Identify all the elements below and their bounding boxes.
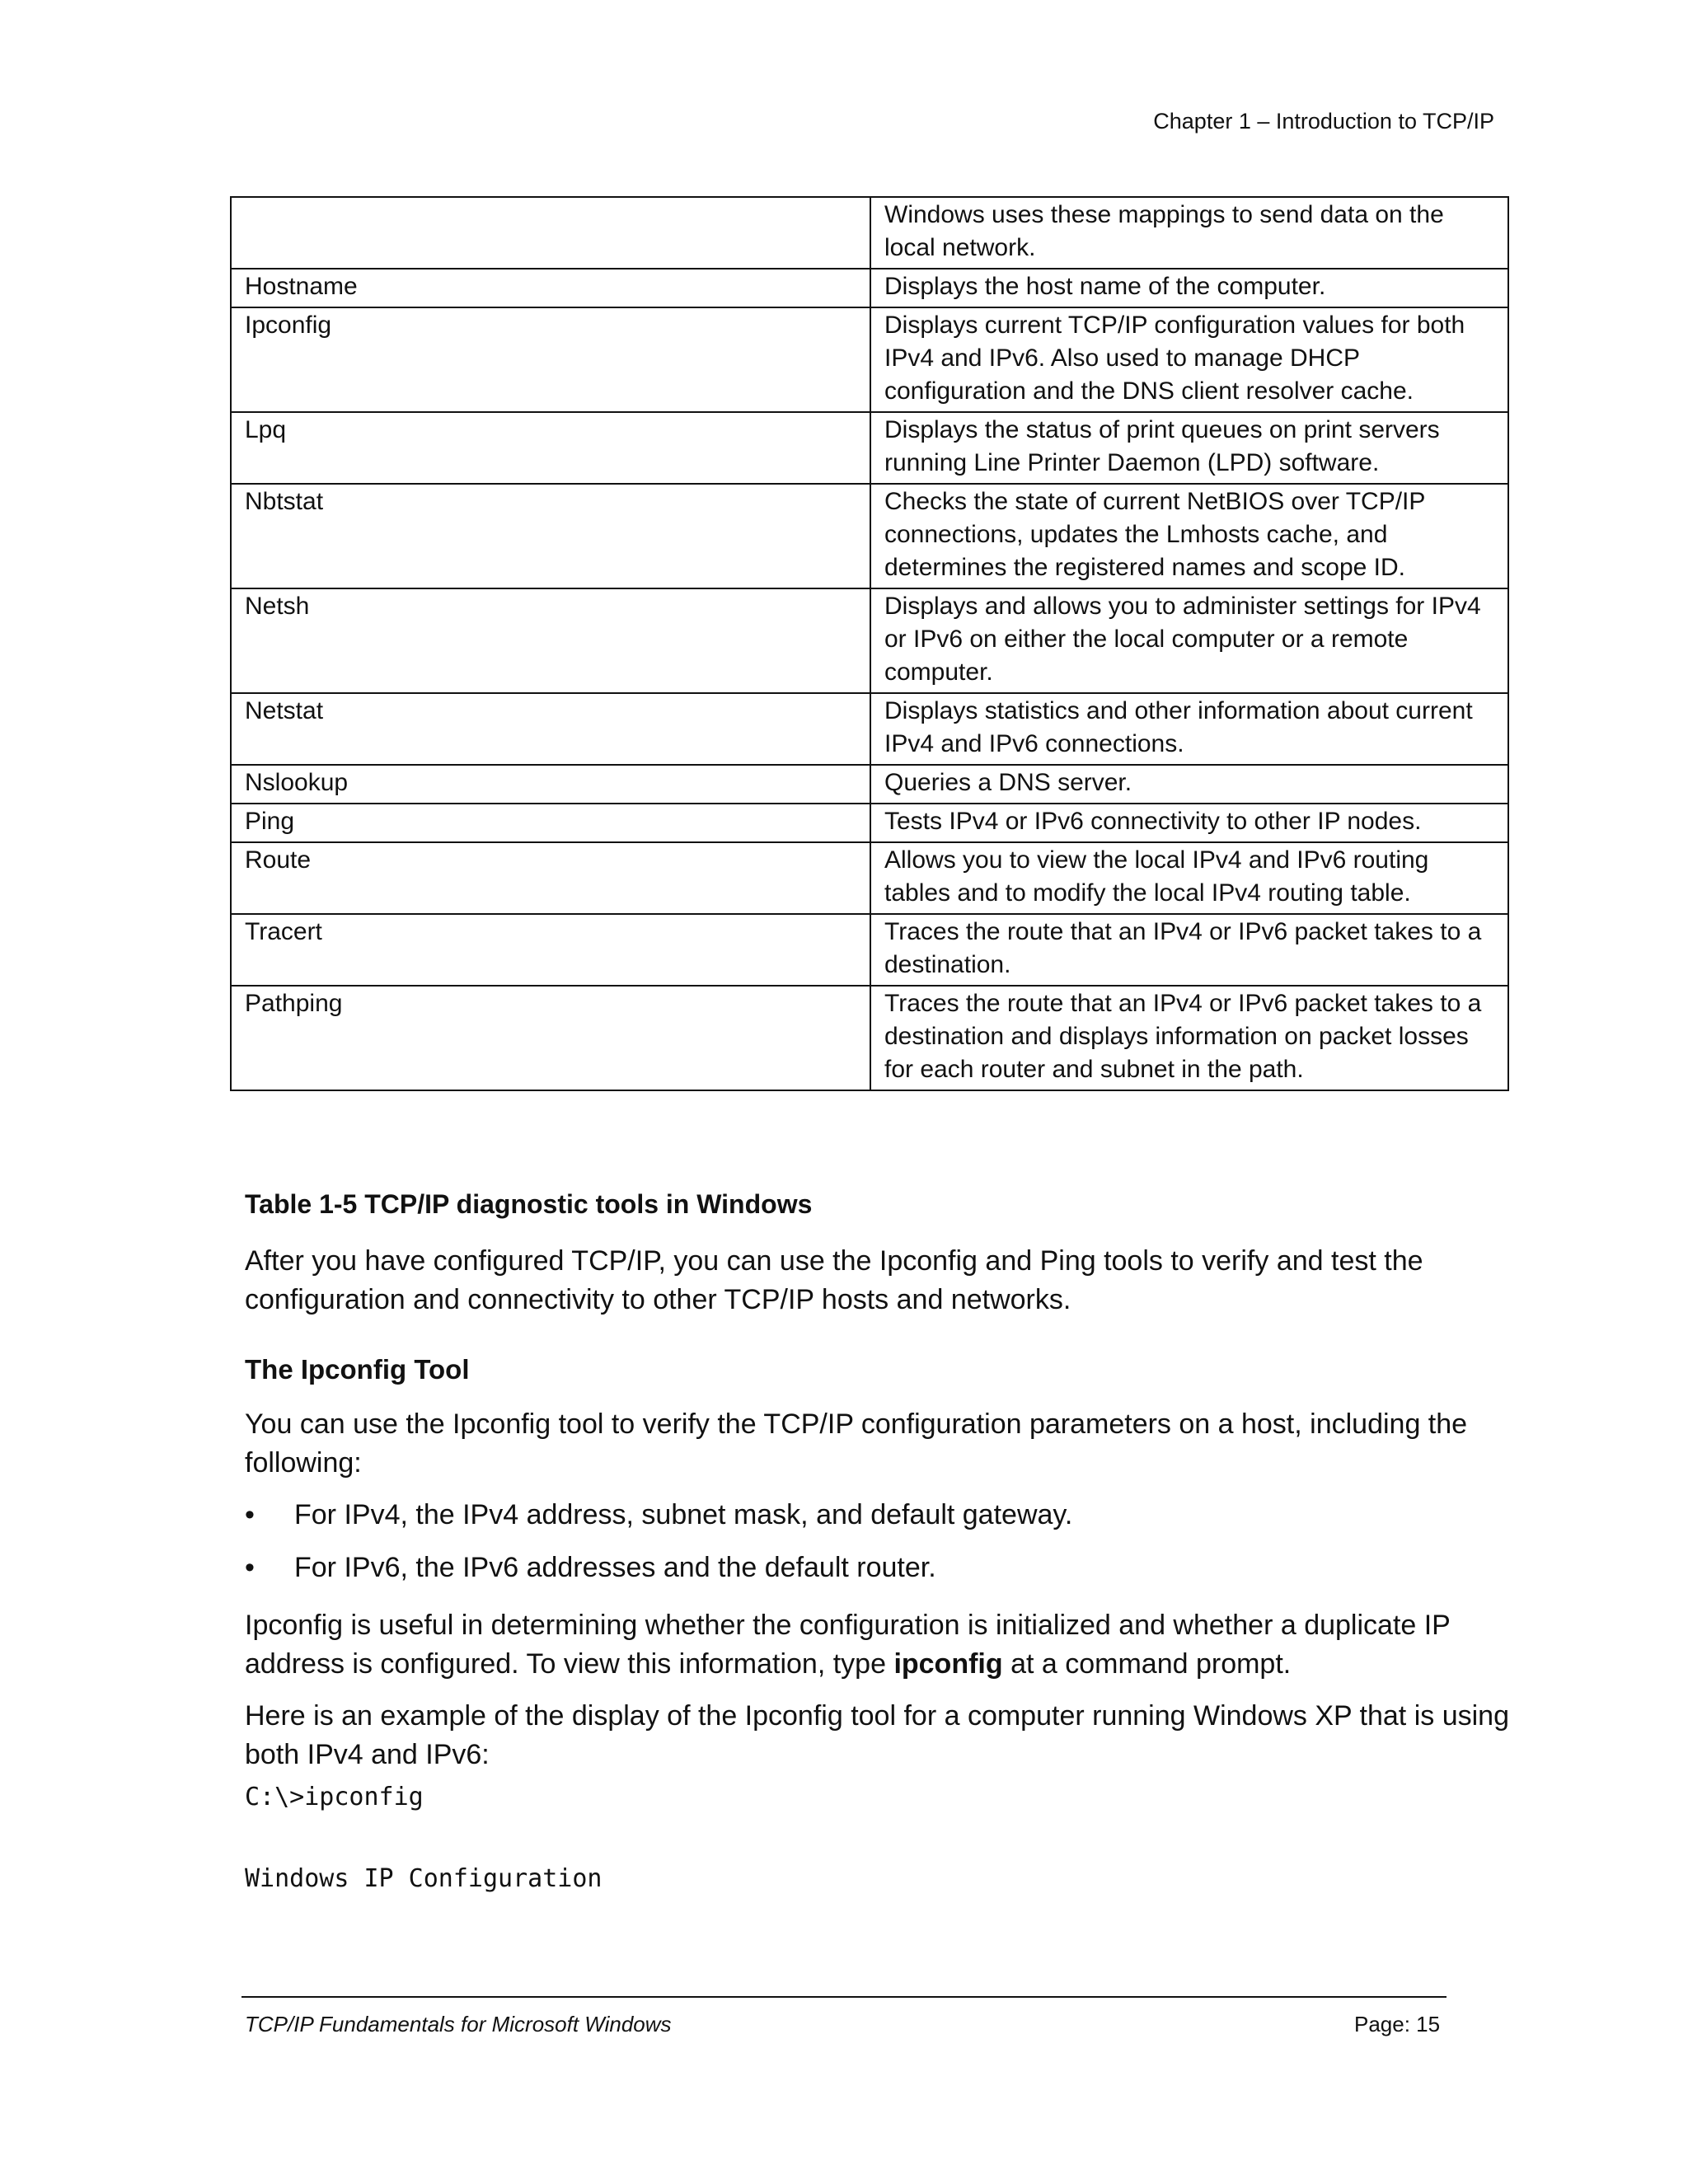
tool-name-cell: Nbtstat [231,484,870,588]
table-row [231,197,1508,269]
table-row [231,804,1508,842]
tool-description-cell: Traces the route that an IPv4 or IPv6 packet takes to a destination. [870,914,1508,986]
bullet-text: For IPv6, the IPv6 addresses and the default router. [294,1552,936,1583]
usage-text-before: Ipconfig is useful in determining whether the configuration is initialized and whether a duplicate IP address is configured. To view this information, type [245,1610,1451,1680]
tool-name-cell: Route [231,842,870,914]
tool-description-cell: Allows you to view the local IPv4 and IPv6 routing tables and to modify the local IPv4 routing table. [870,842,1508,914]
tool-description-cell: Displays the host name of the computer. [870,269,1508,307]
tool-name-cell: Hostname [231,269,870,307]
intro-paragraph [245,1242,1531,1319]
table-row [231,588,1508,693]
running-header: Chapter 1 – Introduction to TCP/IP [1153,109,1494,134]
tool-name-cell: Ping [231,804,870,842]
table-row [231,269,1508,307]
tool-description-cell: Queries a DNS server. [870,765,1508,804]
intro-paragraph-text: After you have configured TCP/IP, you can use the Ipconfig and Ping tools to verify and test the configuration and connectivity to other TCP/IP hosts and networks. [245,1245,1423,1315]
section-heading: The Ipconfig Tool [245,1354,470,1385]
diagnostic-tools-table [230,196,1509,1091]
tool-name-cell: Tracert [231,914,870,986]
tool-description-cell: Displays the status of print queues on print servers running Line Printer Daemon (LPD) software. [870,412,1508,484]
table-row [231,986,1508,1090]
tool-description-cell: Traces the route that an IPv4 or IPv6 packet takes to a destination and displays information on packet losses for each router and subnet in the path. [870,986,1508,1090]
table-row [231,842,1508,914]
section-paragraph-text: You can use the Ipconfig tool to verify the TCP/IP configuration parameters on a host, including the following: [245,1408,1468,1479]
footer-title: TCP/IP Fundamentals for Microsoft Windows [245,2012,672,2036]
usage-text-after: at a command prompt. [1002,1648,1292,1680]
tool-name-cell: Pathping [231,986,870,1090]
tool-description-cell: Displays current TCP/IP configuration values for both IPv4 and IPv6. Also used to manage DHCP configuration and the DNS client resolver cache. [870,307,1508,412]
tool-name-cell: Netstat [231,693,870,765]
tool-description-cell: Checks the state of current NetBIOS over TCP/IP connections, updates the Lmhosts cache, and determines the registered names and scope ID. [870,484,1508,588]
table-row [231,484,1508,588]
table-row [231,412,1508,484]
code-line-output: Windows IP Configuration [245,1864,603,1893]
example-paragraph-text: Here is an example of the display of the Ipconfig tool for a computer running Windows XP that is using both IPv4 and IPv6: [245,1700,1509,1770]
tool-description-cell: Displays statistics and other information about current IPv4 and IPv6 connections. [870,693,1508,765]
tool-name-cell: Ipconfig [231,307,870,412]
table-row [231,914,1508,986]
bullet-icon: • [245,1499,255,1530]
table-row [231,693,1508,765]
ipconfig-command: ipconfig [893,1648,1003,1680]
tool-name-cell: Lpq [231,412,870,484]
example-paragraph [245,1697,1531,1774]
tool-description-cell: Windows uses these mappings to send data on the local network. [870,197,1508,269]
table-row [231,765,1508,804]
ipconfig-usage-paragraph [245,1606,1531,1684]
page-number: Page: 15 [1354,2012,1441,2036]
table-row [231,307,1508,412]
code-line-prompt: C:\>ipconfig [245,1783,424,1811]
tool-name-cell: Nslookup [231,765,870,804]
tool-name-cell: Netsh [231,588,870,693]
bullet-icon: • [245,1552,255,1583]
section-paragraph [245,1405,1531,1483]
footer-divider [241,1996,1447,1998]
tool-description-cell: Displays and allows you to administer settings for IPv4 or IPv6 on either the local computer or a remote computer. [870,588,1508,693]
tool-name-cell [231,197,870,269]
table-caption: Table 1-5 TCP/IP diagnostic tools in Windows [245,1189,813,1219]
bullet-text: For IPv4, the IPv4 address, subnet mask, and default gateway. [294,1499,1073,1530]
tool-description-cell: Tests IPv4 or IPv6 connectivity to other IP nodes. [870,804,1508,842]
